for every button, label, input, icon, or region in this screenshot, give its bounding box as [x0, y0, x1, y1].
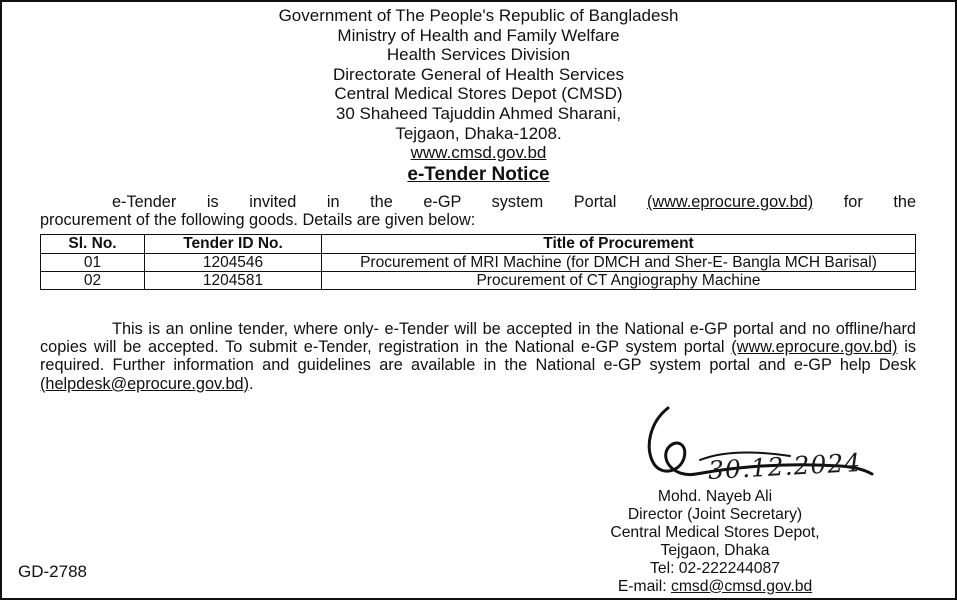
handwritten-date: 30.12.2024 — [707, 448, 862, 485]
table-header-row — [41, 235, 916, 254]
header-line-address: 30 Shaheed Tajuddin Ahmed Sharani, — [335, 103, 622, 123]
intro-text-start: e-Tender is invited in the e-GP system Portal — [112, 193, 617, 211]
body-indent — [40, 320, 112, 338]
intro-line-1 — [40, 193, 916, 211]
signatory-block — [560, 488, 870, 595]
body-paragraph — [40, 320, 916, 393]
signatory-designation: Director (Joint Secretary) — [627, 505, 803, 523]
reference-number: GD-2788 — [18, 562, 87, 581]
cell-title: Procurement of CT Angiography Machine — [322, 272, 916, 290]
signatory-office: Central Medical Stores Depot, — [610, 523, 820, 541]
header-sl-no: Sl. No. — [41, 235, 145, 254]
tender-table — [40, 234, 916, 290]
header-line-directorate: Directorate General of Health Services — [332, 64, 625, 84]
header-line-division: Health Services Division — [386, 45, 571, 65]
notice-title: e-Tender Notice — [407, 164, 550, 185]
signatory-email-line — [560, 578, 870, 596]
intro-text-end: for the — [843, 193, 916, 211]
signatory-name: Mohd. Nayeb Ali — [657, 488, 773, 505]
cell-title: Procurement of MRI Machine (for DMCH and Sher-E- Bangla MCH Barisal) — [322, 254, 916, 272]
body-text-part-1: This is an online tender, where only- e-Tender will be accepted in the National e-GP portal and no offline/hard copies will be accepted. To submit e-Tender, registration in the National e-GP system portal — [40, 320, 916, 357]
body-portal-link[interactable]: (www.eprocure.gov.bd) — [731, 338, 898, 357]
body-text-part-2: is required. Further information and guidelines are available in the National e-GP system portal and e-GP help Desk — [40, 338, 916, 375]
email-label: E-mail: — [617, 577, 667, 595]
header-line-depot: Central Medical Stores Depot (CMSD) — [334, 84, 623, 104]
cell-tender-id: 1204546 — [145, 254, 322, 272]
intro-line-2: procurement of the following goods. Details are given below: — [40, 211, 476, 229]
header-website-link[interactable]: www.cmsd.gov.bd — [410, 143, 547, 163]
header-line-city: Tejgaon, Dhaka-1208. — [395, 123, 562, 143]
cell-sl-no: 01 — [41, 254, 145, 272]
header-title: Title of Procurement — [322, 235, 916, 254]
intro-portal-link[interactable]: (www.eprocure.gov.bd) — [646, 193, 814, 211]
body-text-end: . — [249, 374, 254, 393]
helpdesk-email-link[interactable]: (helpdesk@eprocure.gov.bd) — [40, 374, 250, 393]
table-row — [41, 272, 916, 290]
signatory-email-link[interactable]: cmsd@cmsd.gov.bd — [670, 577, 813, 595]
cell-sl-no: 02 — [41, 272, 145, 290]
header-line-government: Government of The People's Republic of Bangladesh — [278, 6, 679, 25]
cell-tender-id: 1204581 — [145, 272, 322, 290]
letterhead — [0, 6, 957, 163]
table-row — [41, 254, 916, 272]
intro-paragraph — [40, 193, 916, 229]
header-line-ministry: Ministry of Health and Family Welfare — [337, 25, 620, 45]
signatory-telephone: Tel: 02-222244087 — [650, 559, 780, 577]
signatory-location: Tejgaon, Dhaka — [660, 541, 770, 559]
header-tender-id: Tender ID No. — [145, 235, 322, 254]
